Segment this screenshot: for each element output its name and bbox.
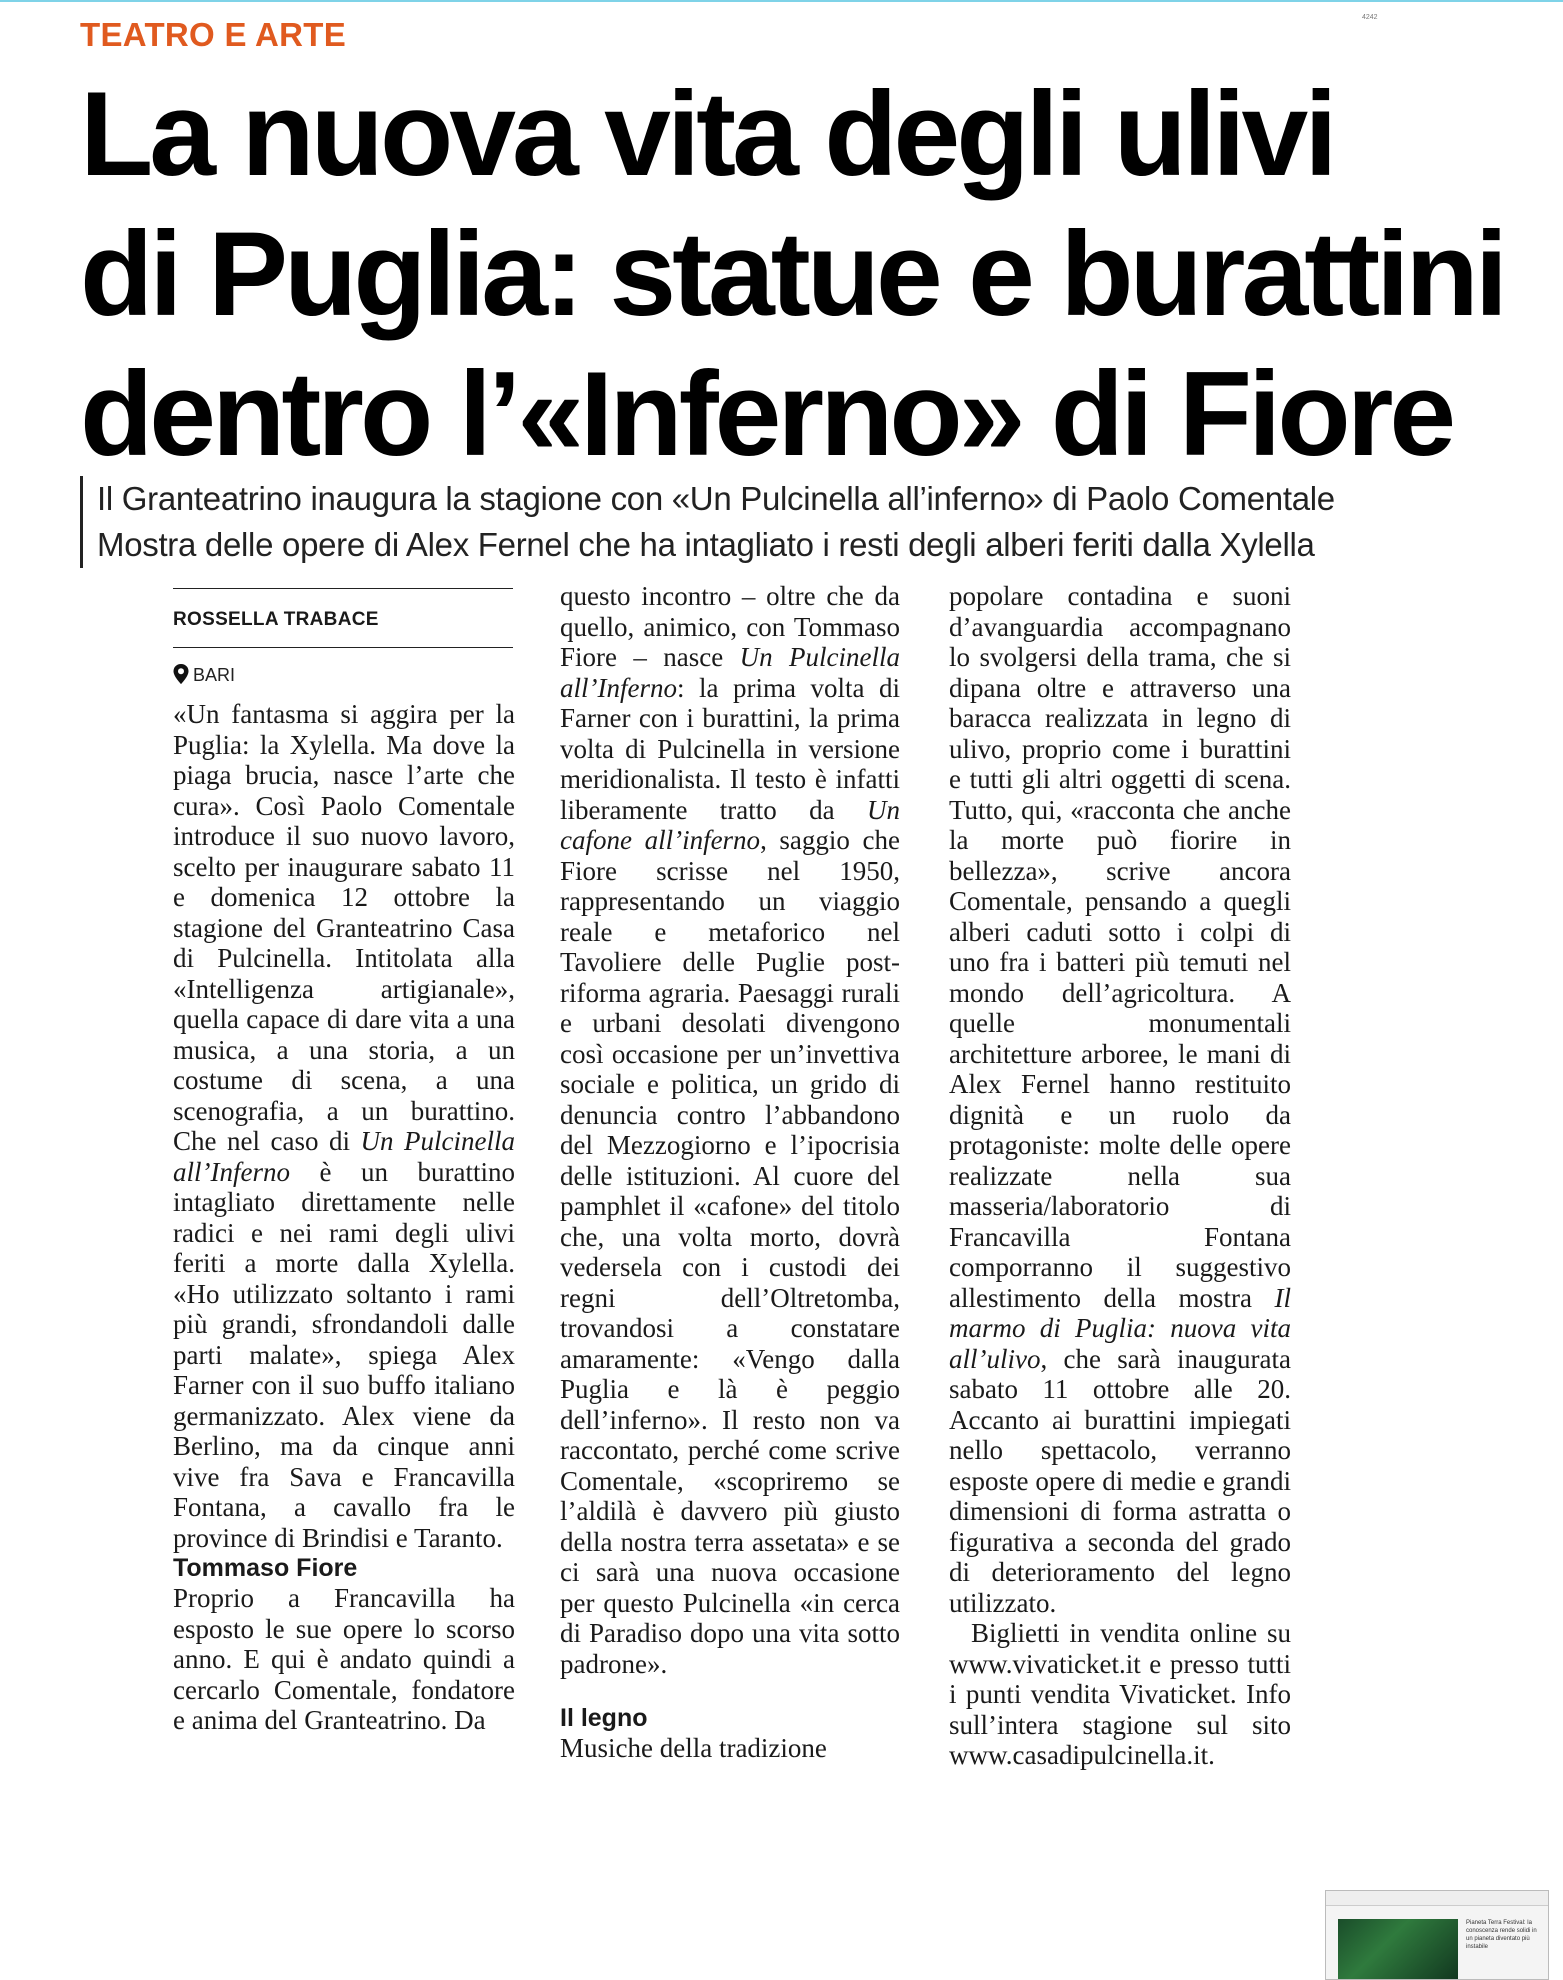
thumbnail-header-bar [1326,1891,1548,1906]
headline-line-1: La nuova vita degli ulivi [80,67,1334,201]
article-column-2 [560,581,900,1764]
text-run: popolare contadina e suoni d’avanguardia accompagnano lo svolgersi della trama, che si dipana oltre e attraverso una baracca realizzata in legno di ulivo, proprio come i burattini e tutti gli altri oggetti di scena. Tutto, qui, «racconta che anche la morte può fiorire in bellezza», scrive ancora Comentale, pensando a quegli alberi caduti sotto i colpi di uno fra i batteri più temuti nel mondo dell’agricoltura. A quelle monumentali architetture arboree, le mani di Alex Fernel hanno restituito dignità e un ruolo da protagoniste: molte delle opere realizzate nella sua masseria/laboratorio di Francavilla Fontana comporranno il suggestivo allestimento della mostra [949,581,1291,1313]
thumbnail-caption: Pianeta Terra Festival: la conoscenza rende solidi in un pianeta diventato più instabile [1466,1920,1537,1950]
location-pin-icon [173,664,189,684]
page-code: 4242 [1362,14,1378,21]
author-name: ROSSELLA TRABACE [173,609,379,630]
section-label: TEATRO E ARTE [80,16,347,53]
work-title: Un cafone all’inferno [560,794,900,855]
next-page-thumbnail[interactable] [1325,1890,1549,1980]
text-run: «Un fantasma si aggira per la Puglia: la Xylella. Ma dove la piaga brucia, nasce l’arte che cura». Così Paolo Comentale introduce il suo nuovo lavoro, scelto per inaugurare sabato 11 e domenica 12 ottobre la stagione del Granteatrino Casa di Pulcinella. Intitolata alla «Intelligenza artigianale», quella capace di dare vita a una musica, a una storia, a un costume di scena, a una scenografia, a un burattino. Che nel caso di [173,699,515,1156]
paragraph [949,581,1291,1618]
paragraph [560,581,900,1679]
text-run: , che sarà inaugurata sabato 11 ottobre alle 20. Accanto ai burattini impiegati nello spettacolo, verranno esposte opere di medie e grandi dimensioni di forma astratta o figurativa a seconda del grado di deterioramento del legno utilizzato. [949,1343,1291,1618]
top-border [0,0,1563,2]
paragraph: Musiche della tradizione [560,1733,827,1763]
byline [173,588,513,648]
paragraph: Proprio a Francavilla ha esposto le sue opere lo scorso anno. E qui è andato quindi a cercarlo Comentale, fondatore e anima del Granteatrino. Da [173,1583,515,1735]
paragraph [173,699,515,1553]
subhead [80,476,1537,568]
work-title: Un Pulcinella all’Inferno [560,642,900,703]
work-title: Un Pulcinella all’Inferno [173,1126,515,1187]
dateline [173,664,235,686]
headline-line-2: di Puglia: statue e burattini [80,207,1505,341]
text-run: : la prima volta di Farner con i burattini, la prima volta di Pulcinella in versione meridionalista. Il testo è infatti liberamente tratto da [560,672,900,825]
text-run: questo incontro – oltre che da quello, animico, con Tommaso Fiore – nasce [560,581,900,672]
subhead-line-1: Il Granteatrino inaugura la stagione con «Un Pulcinella all’inferno» di Paolo Comentale [97,480,1335,517]
text-run: è un burattino intagliato direttamente nelle radici e nei rami degli ulivi feriti a morte dalla Xylella. «Ho utilizzato soltanto i rami più grandi, sfrondandoli dalle parti malate», spiega Alex Farner con il suo buffo italiano germanizzato. Alex viene da Berlino, ma da cinque anni vive fra Sava e Francavilla Fontana, a cavallo fra le province di Brindisi e Taranto. [173,1156,515,1553]
thumbnail-photo [1338,1919,1458,1979]
article-column-1 [173,699,515,1736]
headline-line-3: dentro l’«Inferno» di Fiore [80,347,1453,481]
work-title: Il marmo di Puglia: nuova vita all’ulivo [949,1282,1291,1374]
section-subtitle: Tommaso Fiore [173,1554,358,1582]
subhead-line-2: Mostra delle opere di Alex Fernel che ha intagliato i resti degli alberi feriti dalla Xylella [97,526,1315,563]
dateline-city: BARI [193,665,236,685]
section-subtitle: Il legno [560,1704,648,1732]
article-column-3 [949,581,1291,1771]
headline [80,64,1540,484]
tickets-paragraph: Biglietti in vendita online su www.vivaticket.it e presso tutti i punti vendita Vivaticket. Info sull’intera stagione sul sito www.casadipulcinella.it. [949,1618,1291,1770]
text-run: , saggio che Fiore scrisse nel 1950, rappresentando un viaggio reale e metaforico nel Tavoliere delle Puglie post-riforma agraria. Paesaggi rurali e urbani desolati divengono così occasione per un’invettiva sociale e politica, un grido di denuncia contro l’abbandono del Mezzogiorno e l’ipocrisia delle istituzioni. Al cuore del pamphlet il «cafone» del titolo che, una volta morto, dovrà vedersela con i custodi dei regni dell’Oltretomba, trovandosi a constatare amaramente: «Vengo dalla Puglia e là è peggio dell’inferno». Il resto non va raccontato, perché come scrive Comentale, «scopriremo se l’aldilà è davvero più giusto della nostra terra assetata» e se ci sarà una nuova occasione per questo Pulcinella «in cerca di Paradiso dopo una vita sotto padrone». [560,825,900,1679]
